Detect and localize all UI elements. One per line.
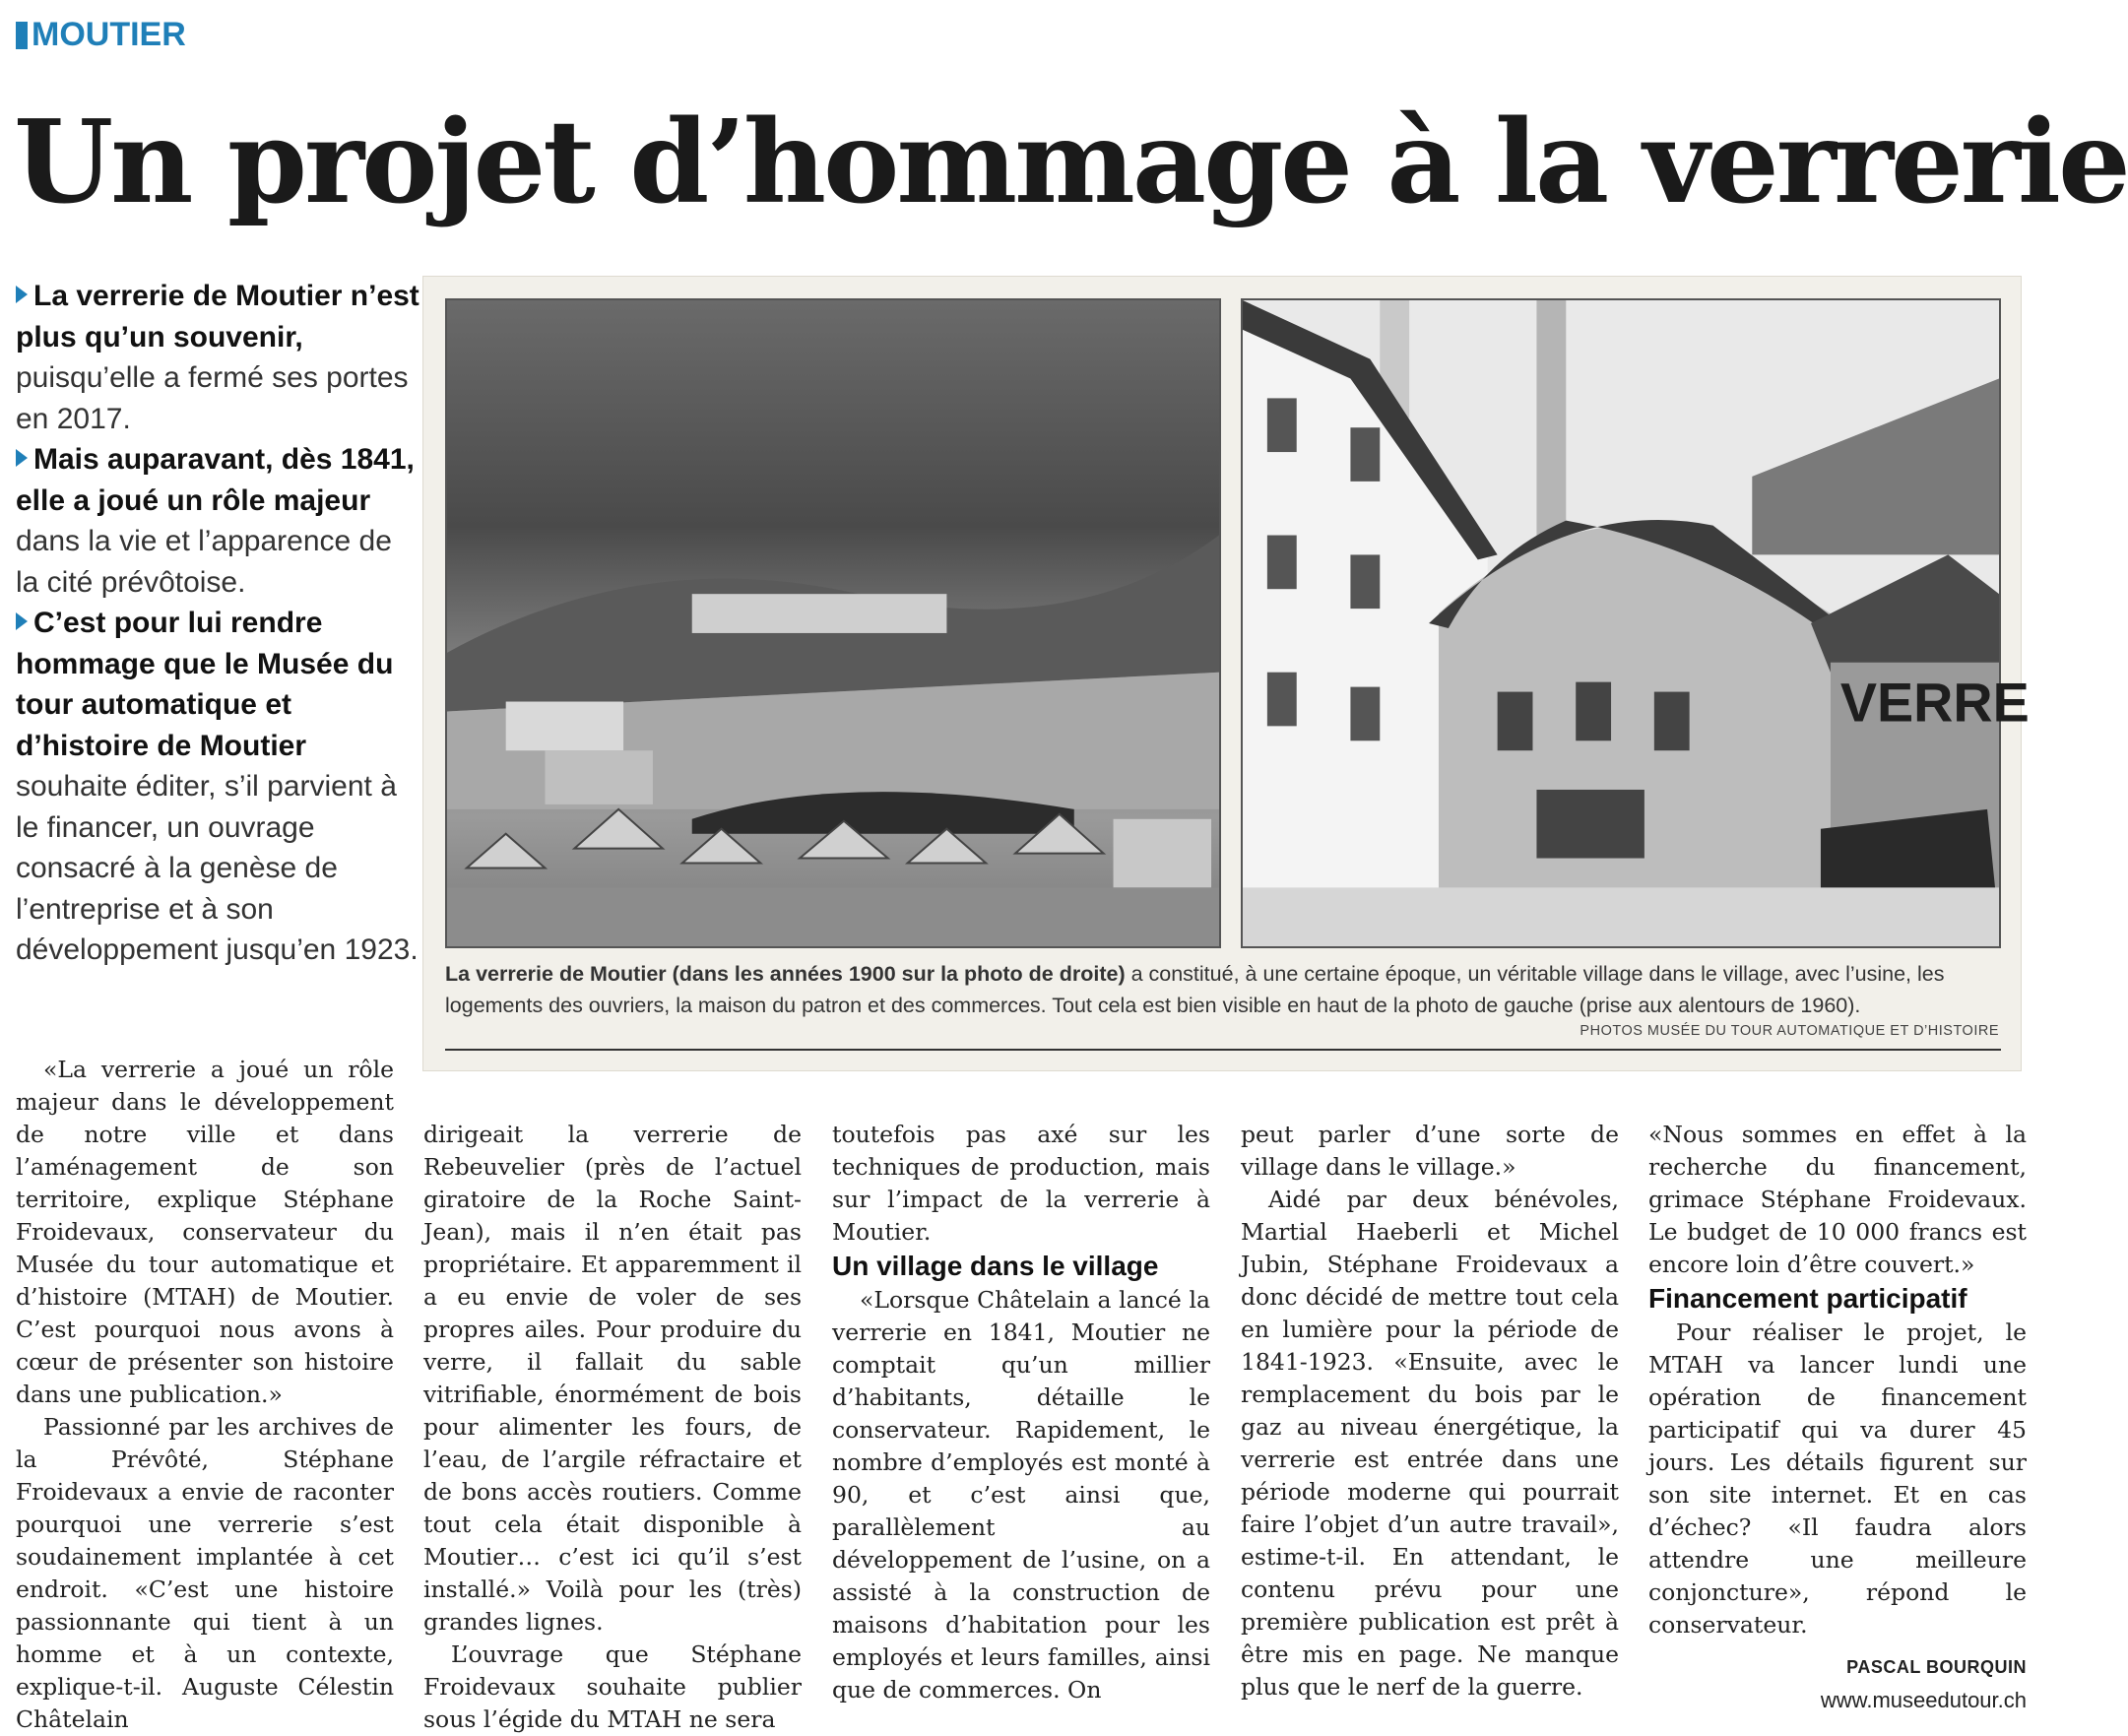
article-headline: Un projet d’hommage à la verrerie xyxy=(14,96,2128,229)
paragraph: «La verrerie a joué un rôle majeur dans le développement de notre ville et dans l’aménagement de son territoire, explique Stéphane Froidevaux, conservateur du Musée du tour automatique et d’histoire (MTAH) de Moutier. C’est pourquoi nous avons à cœur de présenter son histoire dans une publication.» xyxy=(16,1056,394,1408)
paragraph: «Lorsque Châtelain a lancé la verrerie en 1841, Moutier ne comptait qu’un millier d’habitants, détaille le conservateur. Rapidement, le nombre d’employés est monté à 90, et c’est ainsi que, parallèlement au développement de l’usine, on a assisté à la construction de maisons d’habitation pour les employés et leurs familles, ainsi que de commerces. On xyxy=(832,1286,1210,1704)
section-label xyxy=(16,16,186,54)
subheading: Financement participatif xyxy=(1648,1283,1967,1314)
village-landscape-image xyxy=(447,300,1219,946)
bullet-triangle-icon xyxy=(16,286,28,303)
lead-item-text: souhaite éditer, s’il parvient à le financer, un ouvrage consacré à la genèse de l’entreprise et à son développement jusqu’en 1923. xyxy=(16,770,419,966)
paragraph: «Nous sommes en effet à la recherche du financement, grimace Stéphane Froidevaux. Le budget de 10 000 francs est encore loin d’être couvert.» xyxy=(1648,1121,2027,1278)
lead-item xyxy=(16,439,419,603)
lead-item-text: dans la vie et l’apparence de la cité prévôtoise. xyxy=(16,525,392,599)
website-url: www.museedutour.ch xyxy=(1820,1688,2027,1712)
paragraph: L’ouvrage que Stéphane Froidevaux souhaite publier sous l’égide du MTAH ne sera xyxy=(423,1640,802,1733)
paragraph: Passionné par les archives de la Prévôté, Stéphane Froidevaux a envie de raconter pourquoi une verrerie s’est soudainement implantée à cet endroit. «C’est une histoire passionnante qui tient à un homme et à un contexte, explique-t-il. Auguste Célestin Châtelain xyxy=(16,1413,394,1733)
lead-item-bold: La verrerie de Moutier n’est plus qu’un souvenir, xyxy=(16,280,419,354)
body-column-1 xyxy=(16,1054,394,1736)
body-column-2 xyxy=(423,1119,802,1736)
body-column-5 xyxy=(1648,1119,2027,1716)
caption-text: a constitué, à une certaine époque, un véritable village dans le village, avec l’usine, les logements des ouvriers, la maison du patron et des commerces. Tout cela est bien visible en haut de la photo de gauche (prise aux alentours de 1960). xyxy=(445,962,1945,1017)
verrerie-buildings-image xyxy=(1243,300,2030,946)
paragraph: Aidé par deux bénévoles, Martial Haeberli et Michel Jubin, Stéphane Froidevaux a donc décidé de mettre tout cela en lumière pour la période de 1841-1923. «Ensuite, avec le remplacement du bois par le gaz au niveau énergétique, la verrerie est entrée dans une période moderne qui pourrait faire l’objet d’un autre travail», estime-t-il. En attendant, le contenu prévu pour une première publication est prêt à être mis en page. Ne manque plus que le nerf de la guerre. xyxy=(1241,1186,1619,1701)
bullet-triangle-icon xyxy=(16,612,28,630)
body-column-3 xyxy=(832,1119,1210,1706)
photo-panel xyxy=(422,276,2030,1071)
lead-item xyxy=(16,276,419,439)
lead-item-text: puisqu’elle a fermé ses portes en 2017. xyxy=(16,361,409,435)
lead-summary xyxy=(16,276,419,971)
bullet-triangle-icon xyxy=(16,449,28,467)
lead-item-bold: Mais auparavant, dès 1841, elle a joué un rôle majeur xyxy=(16,443,415,517)
caption-rule xyxy=(445,1049,2001,1051)
caption-bold: La verrerie de Moutier (dans les années 1900 sur la photo de droite) xyxy=(445,962,1126,986)
subheading: Un village dans le village xyxy=(832,1251,1159,1281)
paragraph: Pour réaliser le projet, le MTAH va lancer lundi une opération de financement participatif qui va durer 45 jours. Les détails figurent sur son site internet. Et en cas d’échec? «Il faudra alors attendre une meilleure conjoncture», répond le conservateur. xyxy=(1648,1318,2027,1639)
photo-credit: PHOTOS MUSÉE DU TOUR AUTOMATIQUE ET D’HISTOIRE xyxy=(1580,1023,1999,1039)
lead-item-bold: C’est pour lui rendre hommage que le Musée du tour automatique et d’histoire de Moutier xyxy=(16,607,394,762)
paragraph: toutefois pas axé sur les techniques de production, mais sur l’impact de la verrerie à Moutier. xyxy=(832,1121,1210,1246)
photo-caption xyxy=(445,958,2001,1021)
author-byline: PASCAL BOURQUIN xyxy=(1846,1657,2027,1677)
lead-item xyxy=(16,603,419,971)
body-column-4 xyxy=(1241,1119,1619,1704)
section-title: MOUTIER xyxy=(32,16,186,53)
paragraph: peut parler d’une sorte de village dans le village.» xyxy=(1241,1121,1619,1181)
verrerie-sign-text: VERRE xyxy=(1839,672,2030,734)
photo-verrerie-1900 xyxy=(1241,298,2030,948)
paragraph: dirigeait la verrerie de Rebeuvelier (près de l’actuel giratoire de la Roche Saint-Jean), mais il n’en était pas propriétaire. Et apparemment il a eu envie de voler de ses propres ailes. Pour produire du verre, il fallait du sable vitrifiable, énormément de bois pour alimenter les fours, de l’eau, de l’argile réfractaire et de bons accès routiers. Comme tout cela était disponible à Moutier… c’est ici qu’il s’est installé.» Voilà pour les (très) grandes lignes. xyxy=(423,1121,802,1636)
photo-village-1960 xyxy=(445,298,1221,948)
section-marker xyxy=(16,22,28,49)
